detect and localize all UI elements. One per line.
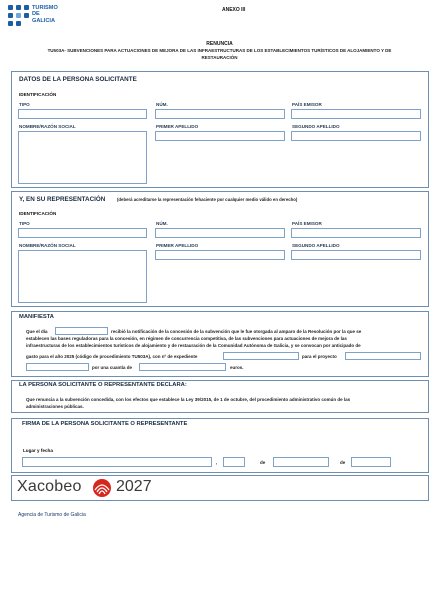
manifiesta-p4-start: gasto para el año 2025 (código de procedimiento TU503A), con nº de expediente bbox=[26, 354, 198, 359]
applicant-apellido2-field[interactable] bbox=[291, 131, 421, 141]
applicant-nombre-label: NOMBRE/RAZÓN SOCIAL bbox=[19, 124, 76, 129]
logo-line-1: TURISMO bbox=[32, 5, 58, 11]
year-field[interactable] bbox=[351, 457, 391, 467]
representative-apellido2-label: SEGUNDO APELLIDO bbox=[292, 243, 340, 248]
annex-label: ANEXO III bbox=[222, 7, 246, 13]
proyecto-field[interactable] bbox=[345, 352, 421, 360]
declara-title: LA PERSONA SOLICITANTE O REPRESENTANTE DECLARA: bbox=[19, 382, 187, 388]
logo-line-3: GALICIA bbox=[32, 17, 55, 24]
day-field[interactable] bbox=[223, 457, 245, 467]
manifiesta-p5-mid: por una cuantía de bbox=[92, 365, 133, 370]
representative-tipo-field[interactable] bbox=[18, 228, 147, 238]
expediente-field[interactable] bbox=[223, 352, 299, 360]
scallop-shell-icon bbox=[92, 478, 112, 498]
representative-identification: IDENTIFICACIÓN bbox=[19, 211, 57, 216]
turismo-galicia-logo-mark bbox=[8, 5, 29, 26]
representative-pais-label: PAÍS EMISOR bbox=[292, 221, 322, 226]
applicant-apellido2-label: SEGUNDO APELLIDO bbox=[292, 124, 340, 129]
comma-separator: , bbox=[216, 460, 218, 465]
representative-apellido1-label: PRIMER APELLIDO bbox=[156, 243, 199, 248]
firma-title: FIRMA DE LA PERSONA SOLICITANTE O REPRESENTANTE bbox=[22, 421, 188, 427]
representative-title: Y, EN SU REPRESENTACIÓN bbox=[19, 196, 106, 203]
representative-tipo-label: TIPO bbox=[19, 221, 30, 226]
representative-apellido1-field[interactable] bbox=[155, 250, 285, 260]
applicant-apellido1-field[interactable] bbox=[155, 131, 285, 141]
manifiesta-title: MANIFIESTA bbox=[19, 314, 54, 320]
applicant-nombre-field[interactable] bbox=[18, 131, 147, 184]
xacobeo-brand: Xacobeo bbox=[17, 478, 82, 495]
representative-apellido2-field[interactable] bbox=[291, 250, 421, 260]
lugar-field[interactable] bbox=[22, 457, 212, 467]
applicant-tipo-label: TIPO bbox=[19, 102, 30, 107]
applicant-num-label: NÚM. bbox=[156, 102, 168, 107]
manifiesta-p2: establecen las bases reguladoras para la concesión, en régimen de concurrencia competitiva, de las subvenciones para actuaciones de mejora de las bbox=[26, 336, 347, 341]
applicant-num-field[interactable] bbox=[155, 109, 285, 119]
applicant-pais-field[interactable] bbox=[291, 109, 421, 119]
manifiesta-p4-end: para el proyecto bbox=[302, 354, 337, 359]
cuantia-field[interactable] bbox=[139, 363, 226, 371]
representative-pais-field[interactable] bbox=[291, 228, 421, 238]
footer-agency: Agencia de Turismo de Galicia bbox=[18, 512, 86, 518]
form-subtitle-line1: TU503A- SUBVENCIONES PARA ACTUACIONES DE MEJORA DE LAS INFRAESTRUCTURAS DE LOS ESTABLECIMIENTOS TURÍSTICOS DE ALOJAMIENTO Y DE bbox=[47, 48, 392, 53]
representative-nombre-field[interactable] bbox=[18, 250, 147, 303]
manifiesta-p3: infraestructuras de los establecimientos turísticos de alojamiento y de restauración de la Comunidad Autónoma de Galicia, y se convocan por anticipado de bbox=[26, 343, 361, 348]
logo-text bbox=[32, 5, 58, 24]
applicant-pais-label: PAÍS EMISOR bbox=[292, 102, 322, 107]
manifiesta-p5-end: euros. bbox=[230, 365, 244, 370]
notification-date-field[interactable] bbox=[55, 327, 108, 335]
applicant-apellido1-label: PRIMER APELLIDO bbox=[156, 124, 199, 129]
applicant-tipo-field[interactable] bbox=[18, 109, 147, 119]
representative-num-label: NÚM. bbox=[156, 221, 168, 226]
lugar-fecha-label: Lugar y fecha bbox=[23, 448, 53, 453]
month-field[interactable] bbox=[273, 457, 329, 467]
manifiesta-p1-start: Que el día bbox=[26, 329, 48, 334]
applicant-identification: IDENTIFICACIÓN bbox=[19, 92, 57, 97]
de-label-2: de bbox=[340, 460, 346, 465]
representative-num-field[interactable] bbox=[155, 228, 285, 238]
xacobeo-year: 2027 bbox=[116, 478, 152, 495]
de-label-1: de bbox=[260, 460, 266, 465]
representative-nombre-label: NOMBRE/RAZÓN SOCIAL bbox=[19, 243, 76, 248]
manifiesta-p1-rest: recibió la notificación de la concesión de la subvención que le fue otorgada al amparo de la Resolución por la que se bbox=[111, 329, 362, 334]
declara-line2: administraciones públicas. bbox=[26, 404, 84, 409]
logo-line-2: DE bbox=[32, 11, 40, 18]
form-subtitle-line2: RESTAURACIÓN bbox=[201, 55, 238, 60]
form-title: RENUNCIA bbox=[206, 41, 233, 47]
declara-line1: Que renuncia a la subvención concedida, con los efectos que establece la Ley 39/2015, de 1 de octubre, del procedimiento administrativo común de las bbox=[26, 397, 351, 402]
applicant-title: DATOS DE LA PERSONA SOLICITANTE bbox=[19, 76, 137, 83]
representative-note: (deberá acreditarse la representación fehaciente por cualquier medio válido en derecho) bbox=[117, 197, 298, 202]
proyecto-field-continued[interactable] bbox=[26, 363, 89, 371]
